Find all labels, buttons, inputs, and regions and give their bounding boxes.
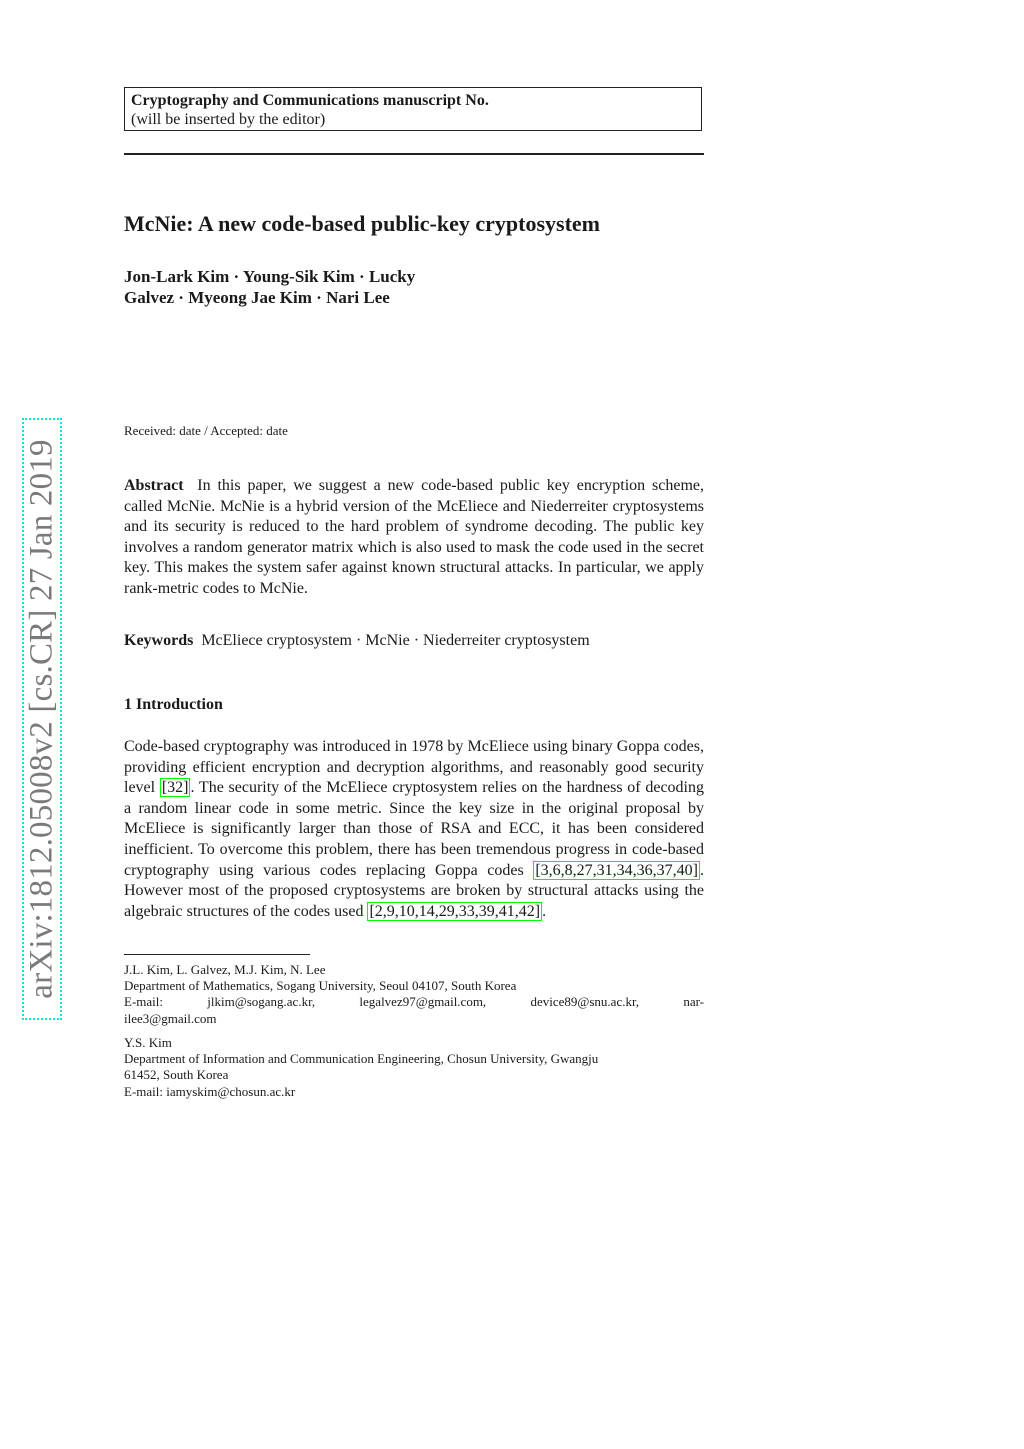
citation-link[interactable]: [3,6,8,27,31,34,36,37,40] [535, 861, 698, 879]
email-address: ilee3@gmail.com [124, 1010, 217, 1026]
email-label: E-mail: [124, 994, 163, 1010]
author-list [124, 266, 415, 308]
footnote-rule [124, 954, 310, 955]
citation-link[interactable]: [32] [161, 779, 189, 797]
intro-text-4: . [542, 902, 547, 920]
paper-title: McNie: A new code-based public-key cryptosystem [124, 211, 601, 236]
email-address: jlkim@sogang.ac.kr, [207, 994, 316, 1010]
abstract-label: Abstract [124, 477, 184, 494]
journal-name: Cryptography and Communications manuscript No. [131, 92, 489, 109]
arxiv-identifier[interactable]: arXiv:1812.05008v2 [cs.CR] 27 Jan 2019 [23, 439, 60, 999]
citation-link[interactable]: [2,9,10,14,29,33,39,41,42] [369, 902, 541, 920]
affiliation-1 [124, 962, 704, 1027]
abstract-text: In this paper, we suggest a new code-based public key encryption scheme, called McNie. McNie is a hybrid version of the McEliece and Niederreiter cryptosystems and its security is reduced to the hard problem of syndrome decoding. The public key involves a random generator matrix which is also used to mask the code used in the secret key. This makes the system safer against known structural attacks. In particular, we apply rank-metric codes to McNie. [124, 477, 705, 597]
intro-text-3: . However most of the proposed cryptosystems are broken by structural attacks using the algebraic structures of the codes used [124, 861, 704, 920]
keywords [124, 631, 704, 652]
editor-note: (will be inserted by the editor) [131, 111, 326, 128]
abstract [124, 476, 704, 600]
journal-header-box [124, 87, 702, 131]
intro-text-2: . The security of the McEliece cryptosystem relies on the hardness of decoding a random linear code in some metric. Since the key size in the original proposal by McEliece is significantly larger than those of RSA and ECC, it has been considered inefficient. To overcome this problem, there has been tremendous progress in code-based cryptography using various codes replacing Goppa codes [124, 779, 705, 879]
affiliation-1-names: J.L. Kim, L. Galvez, M.J. Kim, N. Lee [124, 962, 326, 977]
affiliation-2 [124, 1035, 704, 1100]
affiliation-1-emails [124, 994, 704, 1010]
section-heading-introduction: 1 Introduction [124, 696, 223, 713]
authors-line-2: Galvez · Myeong Jae Kim · Nari Lee [124, 288, 390, 307]
email-address: nar- [683, 994, 704, 1010]
affiliation-1-department: Department of Mathematics, Sogang University, Seoul 04107, South Korea [124, 978, 517, 994]
intro-text-1: Code-based cryptography was introduced in 1978 by McEliece using binary Goppa codes, providing efficient encryption and decryption algorithms, and reasonably good security level [124, 738, 704, 797]
received-dates: Received: date / Accepted: date [124, 423, 288, 438]
header-rule [124, 153, 704, 155]
keywords-label: Keywords [124, 632, 194, 649]
introduction-paragraph [124, 737, 704, 922]
email-address: legalvez97@gmail.com, [359, 994, 487, 1010]
affiliation-2-email: E-mail: iamyskim@chosun.ac.kr [124, 1083, 296, 1099]
keywords-text: McEliece cryptosystem · McNie · Niederreiter cryptosystem [201, 632, 590, 649]
affiliation-2-department-cont: 61452, South Korea [124, 1067, 229, 1083]
affiliation-2-department: Department of Information and Communication Engineering, Chosun University, Gwangju [124, 1051, 599, 1067]
email-address: device89@snu.ac.kr, [530, 994, 640, 1010]
affiliation-2-names: Y.S. Kim [124, 1035, 172, 1050]
authors-line-1: Jon-Lark Kim · Young-Sik Kim · Lucky [124, 267, 416, 286]
